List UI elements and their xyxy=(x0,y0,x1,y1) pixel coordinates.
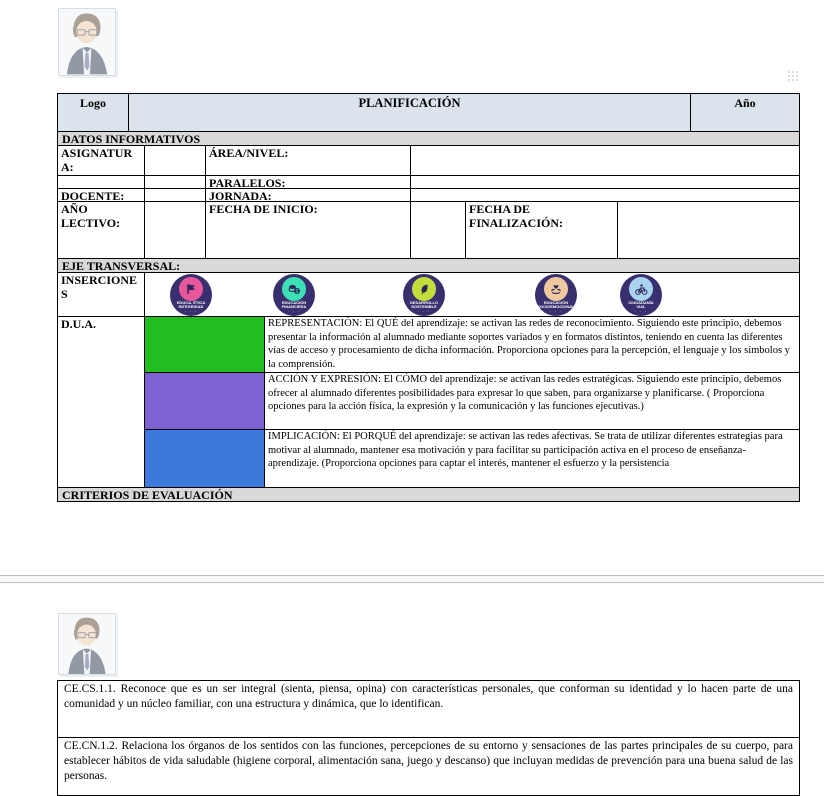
flag-icon xyxy=(184,282,198,296)
dua-text-accion-expresion: ACCIÓN Y EXPRESIÓN: El CÓMO del aprendizaje: se activan las redes estratégicas. Siguiendo este principio, debemos ofrecer al alumnado diferentes posibilidades para expresar lo que saben, para organizarse y planificarse. ( Proporciona opciones para la acción física, la expresión y la comunicación y las funciones ejecutivas.) xyxy=(268,374,782,413)
area-nivel-value-field[interactable] xyxy=(411,146,799,175)
fecha-fin-value-field[interactable] xyxy=(618,202,799,258)
criterios-content-table xyxy=(57,680,800,796)
section-datos-informativos: DATOS INFORMATIVOS xyxy=(58,132,799,146)
person-avatar-icon xyxy=(59,9,115,75)
dua-color-accion-expresion[interactable] xyxy=(145,373,265,429)
fecha-inicio-value-field[interactable] xyxy=(411,202,466,258)
table-header-row xyxy=(58,94,799,132)
dua-text-implicacion: IMPLICACIÓN: El PORQUÉ del aprendizaje: se activan las redes afectivas. Se trata de utilizar diferentes estrategias para motivar al alumnado, mantener esa motivación y para facilitar su participación activa en el proceso de enseñanza-aprendizaje. (Proporciona opciones para captar el interés, mantener el esfuerzo y la persistencia xyxy=(268,431,783,470)
empty-cell[interactable] xyxy=(58,176,145,188)
logo-cell: Logo xyxy=(58,94,129,131)
hands-heart-icon xyxy=(549,282,563,296)
badge-desarrollo-sostenible: DESARROLLO SOSTENIBLE · · · xyxy=(403,274,445,316)
dua-row-implicacion xyxy=(145,430,799,487)
dua-section xyxy=(58,317,799,488)
docente-label: DOCENTE: xyxy=(58,189,145,201)
area-nivel-label: ÁREA/NIVEL: xyxy=(206,146,411,175)
page-title: PLANIFICACIÓN xyxy=(129,94,691,131)
person-avatar-icon xyxy=(59,614,115,674)
criterio-cell-ce-cn-1-2[interactable] xyxy=(58,738,799,795)
criterio-text-ce-cs-1-1: CE.CS.1.1. Reconoce que es un ser integral (sienta, piensa, opina) con características personales, que conforman su identidad y lo hacen parte de una comunidad y un núcleo familiar, con una estructura y dinámica, que lo identifican. xyxy=(64,683,793,710)
criterio-text-ce-cn-1-2: CE.CN.1.2. Relaciona los órganos de los sentidos con las funciones, percepciones de su entorno y sensaciones de las partes principales de su cuerpo, para establecer hábitos de vida saludable (higiene corporal, alimentación sana, juego y descanso) que incluyan medidas de prevención para una buena salud de las personas. xyxy=(64,740,793,782)
inserciones-badges-cell xyxy=(145,273,799,316)
badge-educacion-financiera: $ EDUCACIÓN FINANCIERA · · · xyxy=(273,274,315,316)
dua-row-accion-expresion xyxy=(145,373,799,430)
asignatura-value-field[interactable] xyxy=(145,146,206,175)
empty-cell[interactable] xyxy=(145,176,206,188)
fecha-inicio-label: FECHA DE INICIO: xyxy=(206,202,411,258)
leaf-icon xyxy=(417,282,431,296)
dua-label: D.U.A. xyxy=(58,317,145,487)
jornada-label: JORNADA: xyxy=(206,189,411,201)
badge-educacion-socioemocional: EDUCACIÓN SOCIOEMOCIONAL · · · xyxy=(535,274,577,316)
bicycle-icon xyxy=(634,282,648,296)
docente-value-field[interactable] xyxy=(145,189,206,201)
svg-text:$: $ xyxy=(295,289,299,295)
table-drag-handle-icon[interactable] xyxy=(787,70,799,82)
dua-text-representacion: REPRESENTACIÓN: El QUÉ del aprendizaje: se activan las redes de reconocimiento. Siguiendo este principio, debemos presentar la información al alumnado mediante soportes variados y en formatos distintos, teniendo en cuenta las diferentes vías de acceso y procesamiento de dicha información. Proporciona opciones para la percepción, el lenguaje y los símbolos y la comprensión. xyxy=(268,318,790,371)
criterio-cell-ce-cs-1-1[interactable] xyxy=(58,681,799,738)
dua-color-implicacion[interactable] xyxy=(145,430,265,487)
asignatura-label: ASIGNATURA: xyxy=(58,146,145,175)
dua-color-representacion[interactable] xyxy=(145,317,265,372)
dua-row-representacion xyxy=(145,317,799,373)
inserciones-label: INSERCIONES xyxy=(58,273,145,316)
teacher-avatar-image[interactable] xyxy=(58,8,116,76)
jornada-value-field[interactable] xyxy=(411,189,799,201)
ano-lectivo-label: AÑO LECTIVO: xyxy=(58,202,145,258)
page-break-divider xyxy=(0,575,824,583)
section-criterios-evaluacion: CRITERIOS DE EVALUACIÓN xyxy=(58,488,799,501)
planificacion-table xyxy=(57,93,800,502)
badge-ciudadania-vial: CIUDADANÍA VIAL · · · xyxy=(620,274,662,316)
badge-etica-integridad: EDUCA. ÉTICA INTEGRIDAD · · · xyxy=(170,274,212,316)
ano-lectivo-value-field[interactable] xyxy=(145,202,206,258)
fecha-fin-label: FECHA DE FINALIZACIÓN: xyxy=(466,202,618,258)
paralelos-value-field[interactable] xyxy=(411,176,799,188)
paralelos-label: PARALELOS: xyxy=(206,176,411,188)
teacher-avatar-image[interactable] xyxy=(58,613,116,675)
section-eje-transversal: EJE TRANSVERSAL: xyxy=(58,259,799,273)
year-cell: Año xyxy=(734,96,756,110)
coins-icon xyxy=(287,282,301,296)
